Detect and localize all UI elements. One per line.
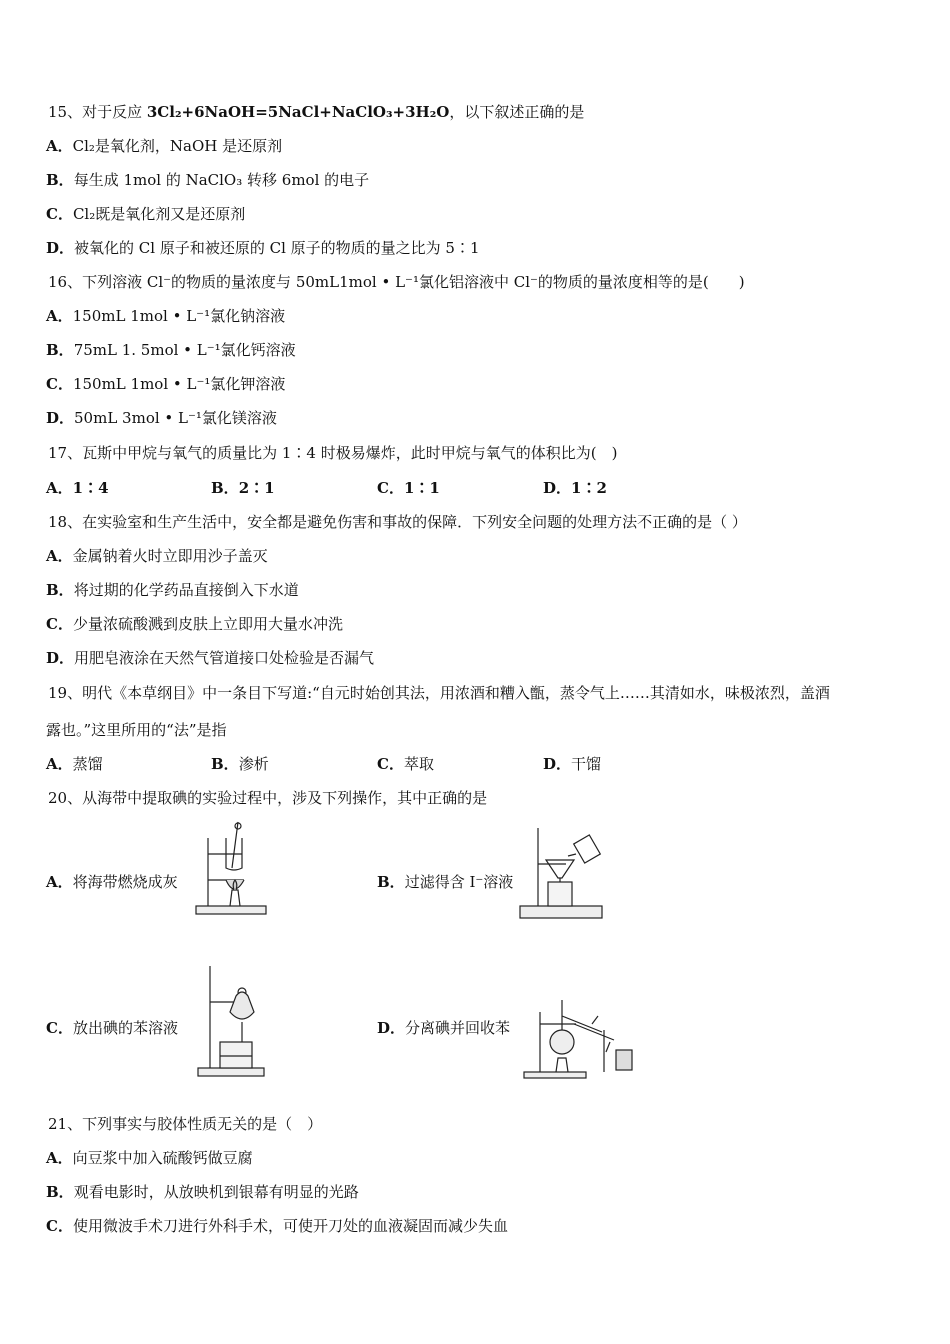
question-15-option-a[interactable]: A．Cl₂是氧化剂，NaOH 是还原剂 <box>46 137 283 155</box>
question-15-stem: 15、对于反应 3Cl₂+6NaOH=5NaCl+NaClO₃+3H₂O，以下叙述正确的是 <box>48 103 585 121</box>
question-15-option-d[interactable]: D．被氧化的 Cl 原子和被还原的 Cl 原子的物质的量之比为 5∶1 <box>46 239 480 257</box>
question-19-option-b[interactable]: B．渗析 <box>211 755 269 773</box>
question-17-stem: 17、瓦斯中甲烷与氧气的质量比为 1∶4 时极易爆炸，此时甲烷与氧气的体积比为( ) <box>48 444 618 462</box>
question-18-option-a[interactable]: A．金属钠着火时立即用沙子盖灭 <box>46 547 268 565</box>
filtration-apparatus-figure <box>518 826 608 922</box>
separatory-funnel-figure <box>196 962 270 1080</box>
question-16-option-a[interactable]: A．150mL 1mol • L⁻¹氯化钠溶液 <box>46 307 286 325</box>
question-17-option-b[interactable]: B．2∶1 <box>211 479 275 497</box>
question-18-option-b[interactable]: B．将过期的化学药品直接倒入下水道 <box>46 581 299 599</box>
question-19-option-a[interactable]: A．蒸馏 <box>46 755 103 773</box>
question-19-stem-line2: 露也。”这里所用的“法”是指 <box>46 721 227 739</box>
question-21-option-a[interactable]: A．向豆浆中加入硫酸钙做豆腐 <box>46 1149 253 1167</box>
question-15-option-c[interactable]: C．Cl₂既是氧化剂又是还原剂 <box>46 205 246 223</box>
question-19-option-d[interactable]: D．干馏 <box>543 755 602 773</box>
question-19-stem-line1: 19、明代《本草纲目》中一条目下写道:“自元时始创其法，用浓酒和糟入甑，蒸令气上……其清如水，味极浓烈，盖酒 <box>48 684 830 702</box>
question-19-option-c[interactable]: C．萃取 <box>377 755 434 773</box>
question-17-option-a[interactable]: A．1∶4 <box>46 479 109 497</box>
question-16-option-b[interactable]: B．75mL 1. 5mol • L⁻¹氯化钙溶液 <box>46 341 296 359</box>
question-20-option-a[interactable]: A．将海带燃烧成灰 <box>46 873 178 891</box>
question-21-stem: 21、下列事实与胶体性质无关的是（ ） <box>48 1115 323 1133</box>
burning-apparatus-figure <box>192 820 272 918</box>
question-21-option-c[interactable]: C．使用微波手术刀进行外科手术，可使开刀处的血液凝固而减少失血 <box>46 1217 508 1235</box>
question-20-stem: 20、从海带中提取碘的实验过程中，涉及下列操作，其中正确的是 <box>48 789 488 807</box>
question-17-option-d[interactable]: D．1∶2 <box>543 479 607 497</box>
question-20-option-c[interactable]: C．放出碘的苯溶液 <box>46 1019 178 1037</box>
question-17-option-c[interactable]: C．1∶1 <box>377 479 440 497</box>
question-18-option-c[interactable]: C．少量浓硫酸溅到皮肤上立即用大量水冲洗 <box>46 615 343 633</box>
question-20-option-d[interactable]: D．分离碘并回收苯 <box>377 1019 511 1037</box>
question-21-option-b[interactable]: B．观看电影时，从放映机到银幕有明显的光路 <box>46 1183 359 1201</box>
question-16-option-c[interactable]: C．150mL 1mol • L⁻¹氯化钾溶液 <box>46 375 286 393</box>
distillation-apparatus-figure <box>522 996 638 1082</box>
question-15-option-b[interactable]: B．每生成 1mol 的 NaClO₃ 转移 6mol 的电子 <box>46 171 370 189</box>
question-16-option-d[interactable]: D．50mL 3mol • L⁻¹氯化镁溶液 <box>46 409 277 427</box>
question-20-option-b[interactable]: B．过滤得含 I⁻溶液 <box>377 873 514 891</box>
question-18-stem: 18、在实验室和生产生活中，安全都是避免伤害和事故的保障．下列安全问题的处理方法不正确的是（ ） <box>48 513 747 531</box>
question-16-stem: 16、下列溶液 Cl⁻的物质的量浓度与 50mL1mol • L⁻¹氯化铝溶液中 Cl⁻的物质的量浓度相等的是( ) <box>48 273 745 291</box>
question-18-option-d[interactable]: D．用肥皂液涂在天然气管道接口处检验是否漏气 <box>46 649 375 667</box>
